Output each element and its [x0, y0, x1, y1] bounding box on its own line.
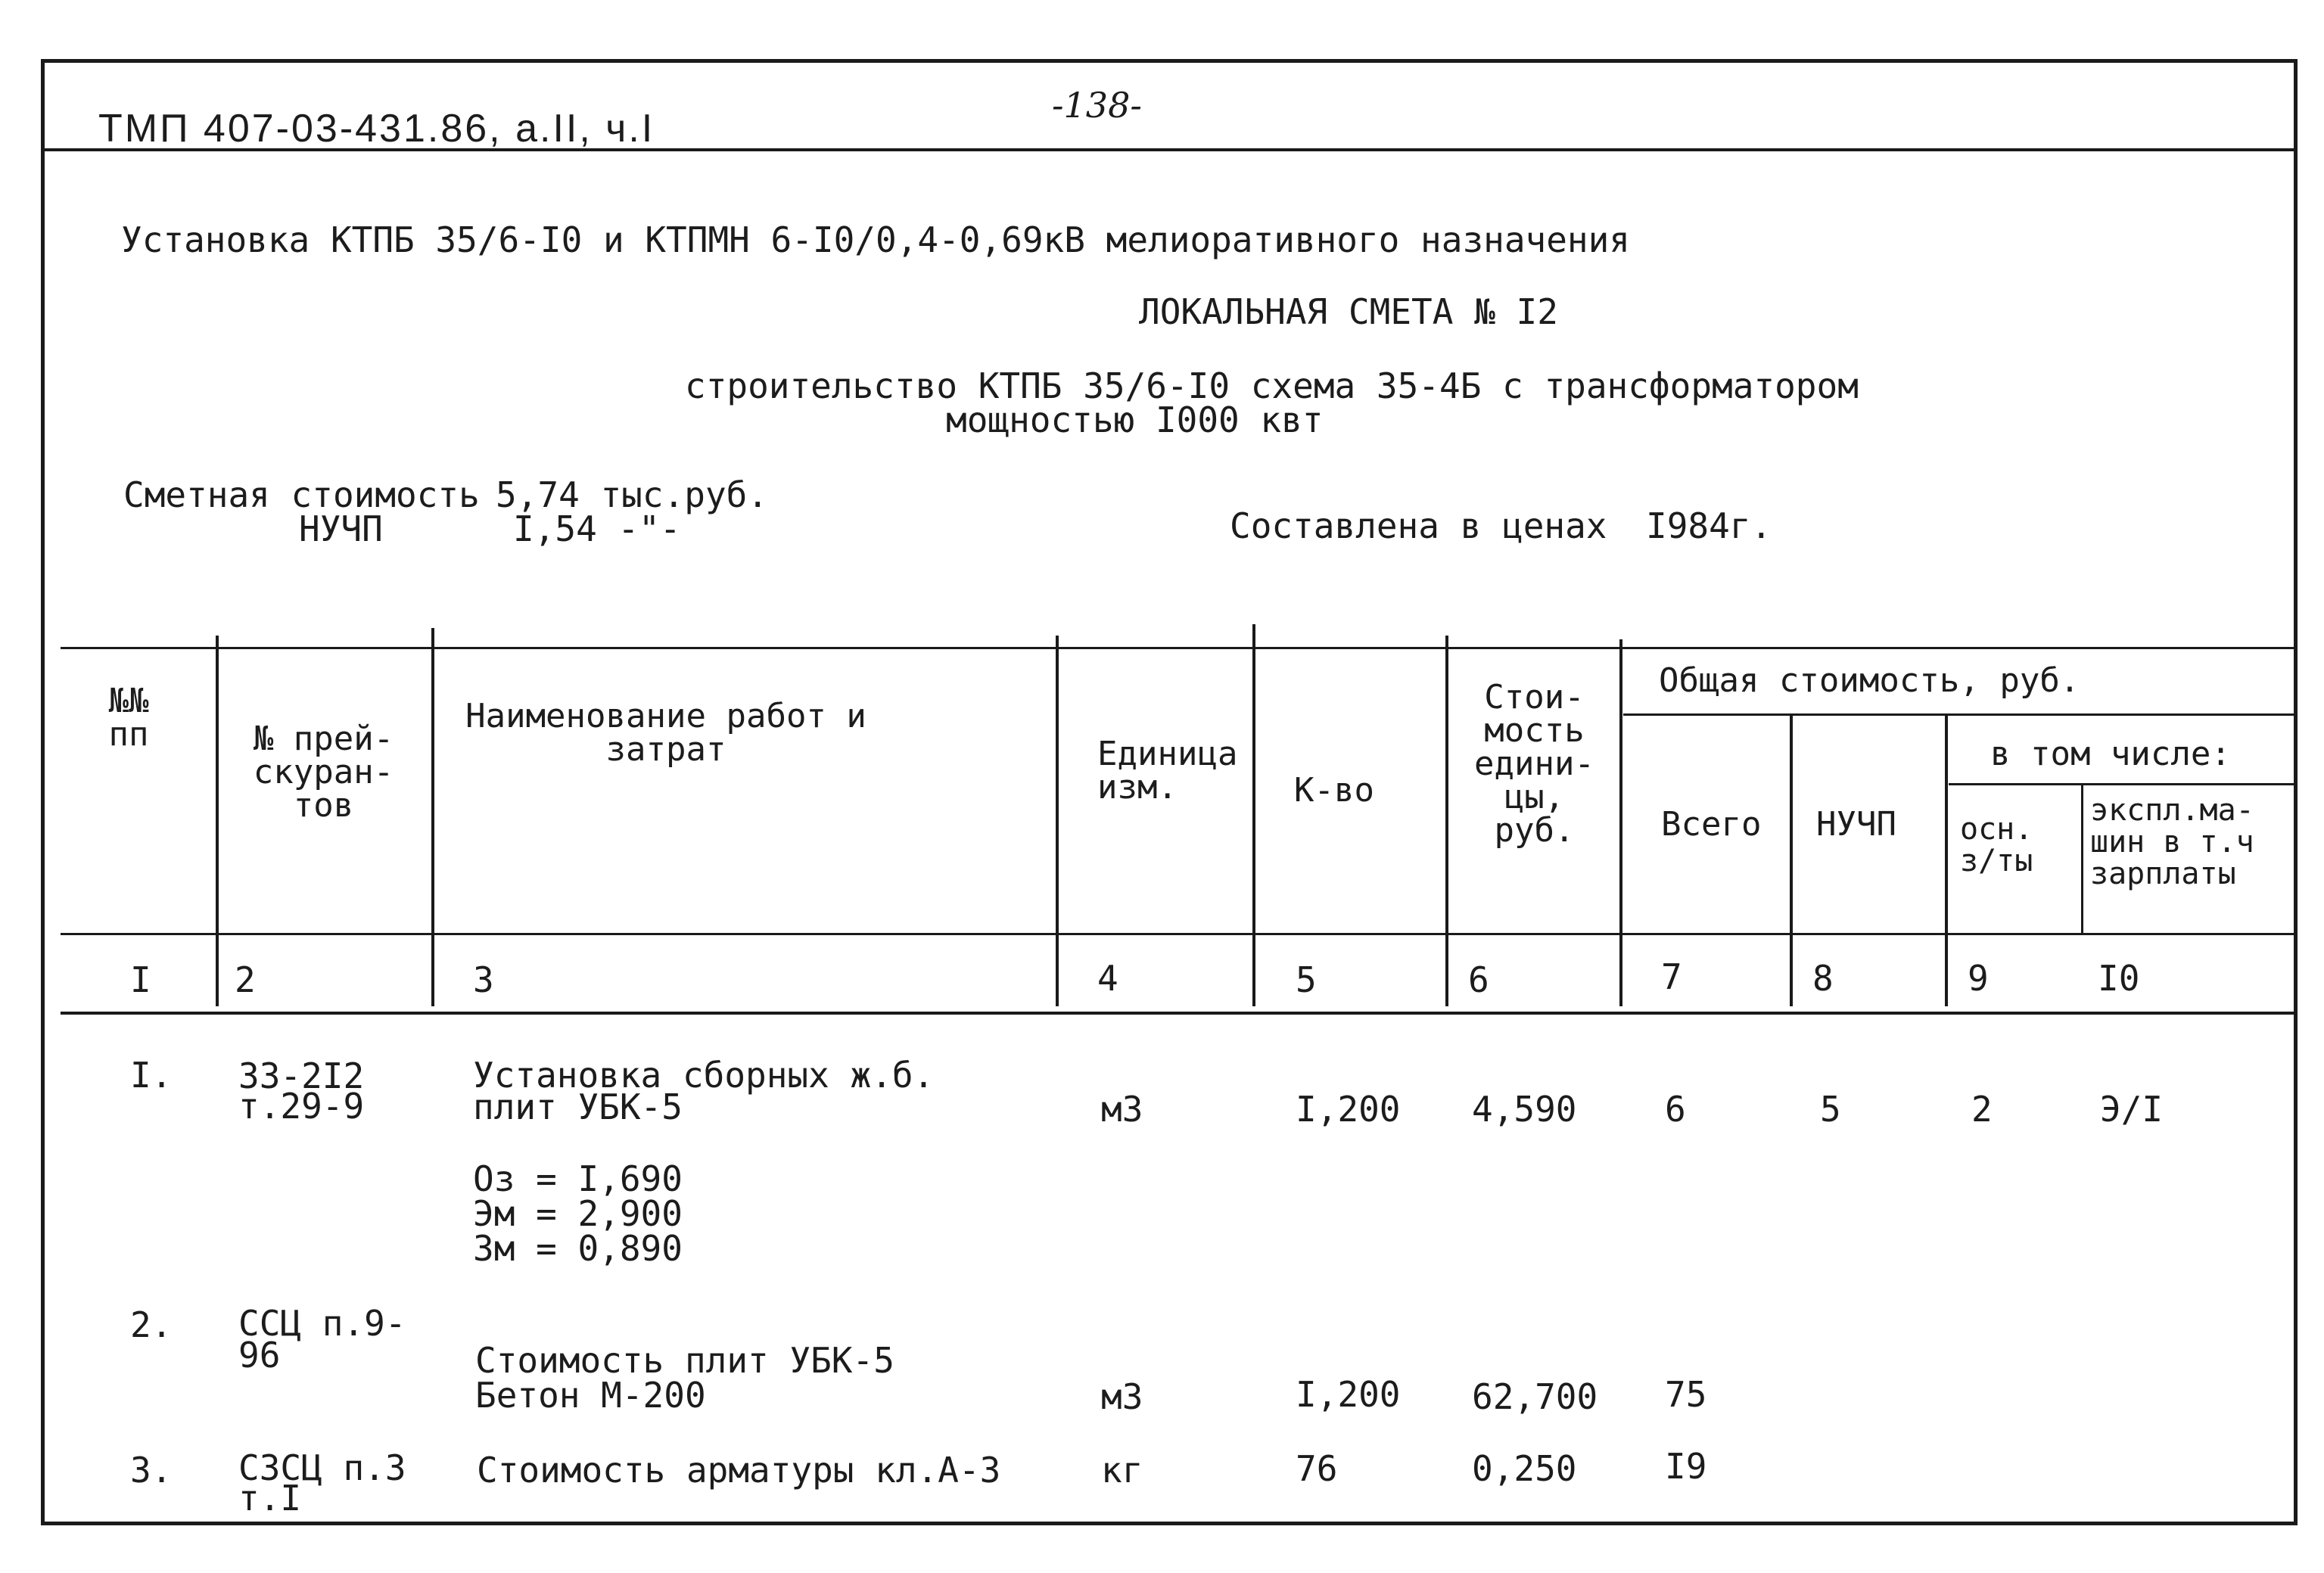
row3-price-ref: СЗСЦ п.3 т.I	[238, 1447, 406, 1519]
row3-name: Стоимость арматуры кл.А-3	[477, 1450, 1001, 1491]
col-divider-7	[1790, 715, 1793, 1006]
row2-unit: м3	[1101, 1376, 1143, 1417]
row1-machines: Э/I	[2100, 1089, 2164, 1130]
header-wages: осн. з/ты	[1960, 812, 2033, 878]
header-machines: экспл.ма- шин в т.ч зарплаты	[2090, 793, 2254, 891]
header-unit-cost: Стои- мость едини- цы, руб.	[1474, 678, 1594, 850]
row3-total: I9	[1665, 1446, 1707, 1487]
row1-nuchp: 5	[1820, 1089, 1841, 1130]
row2-total: 75	[1665, 1374, 1707, 1415]
header-qty: К-во	[1294, 771, 1374, 810]
prices-year: I984г.	[1646, 505, 1772, 546]
col-divider-1	[216, 636, 219, 1006]
col-divider-9	[2081, 785, 2083, 933]
column-number-5: 5	[1296, 959, 1317, 1000]
document-title: Установка КТПБ 35/6-I0 и КТПМН 6-I0/0,4-0,69кВ мелиоративного назначения	[121, 219, 1630, 260]
row3-unit-cost: 0,250	[1472, 1448, 1577, 1489]
column-number-4: 4	[1097, 958, 1118, 999]
subject-line-1: строительство КТПБ 35/6-I0 схема 35-4Б с трансформатором	[685, 365, 1859, 406]
column-number-8: 8	[1812, 958, 1834, 999]
cost-value: 5,74 тыс.руб.	[496, 474, 769, 515]
column-number-3: 3	[473, 959, 494, 1000]
row2-qty: I,200	[1296, 1374, 1401, 1415]
header-bottom-rule	[61, 933, 2297, 935]
prices-label: Составлена в ценах	[1230, 505, 1607, 546]
row2-price-ref: ССЦ п.9- 96	[238, 1303, 406, 1376]
row1-price-ref: 3З-2I2 т.29-9	[238, 1055, 365, 1127]
header-total: Всего	[1661, 805, 1762, 844]
header-num: №№ пп	[108, 682, 149, 754]
header-nuchp: НУЧП	[1816, 805, 1896, 844]
row1-name: Установка сборных ж.б. плит УБК-5	[473, 1055, 935, 1127]
header-price-ref: № прей- скуран- тов	[253, 720, 394, 825]
col-divider-4	[1252, 624, 1255, 1006]
column-number-9: 9	[1968, 958, 1989, 999]
row3-unit: кг	[1101, 1450, 1143, 1491]
row3-num: 3.	[130, 1450, 173, 1491]
row2-name: Стоимость плит УБК-5 Бетон М-200	[475, 1340, 894, 1416]
row1-num: I.	[130, 1055, 173, 1096]
row2-num: 2.	[130, 1304, 173, 1345]
estimate-title: ЛОКАЛЬНАЯ СМЕТА № I2	[1139, 291, 1558, 332]
header-total-group: Общая стоимость, руб.	[1659, 661, 2080, 700]
row1-wages: 2	[1971, 1089, 1993, 1130]
cost-label: Сметная стоимость	[123, 474, 480, 515]
row1-unit: м3	[1101, 1089, 1143, 1130]
column-number-2: 2	[235, 959, 256, 1000]
header-unit: Единица изм.	[1097, 735, 1238, 807]
row1-norms: Оз = I,690 Эм = 2,900 Зм = 0,890	[473, 1158, 683, 1269]
column-numbers-rule	[61, 1012, 2297, 1015]
col-divider-6	[1619, 639, 1622, 1006]
column-number-7: 7	[1661, 956, 1682, 997]
col-divider-8	[1945, 715, 1948, 1006]
table-top-rule	[61, 647, 2297, 649]
col-divider-2	[431, 628, 434, 1006]
row2-unit-cost: 62,700	[1472, 1376, 1598, 1417]
row3-qty: 76	[1296, 1448, 1338, 1489]
column-number-6: 6	[1468, 959, 1489, 1000]
page-number: -138-	[1052, 85, 1142, 126]
col-divider-3	[1056, 636, 1059, 1006]
col-divider-5	[1445, 636, 1448, 1006]
row1-total: 6	[1665, 1089, 1686, 1130]
header-incl-group: в том числе:	[1990, 735, 2231, 773]
incl-group-rule	[1949, 783, 2297, 785]
subject-line-2: мощностью I000 квт	[946, 399, 1324, 440]
header-name: Наименование работ и затрат	[465, 697, 866, 769]
column-number-10: I0	[2098, 958, 2140, 999]
nuchp-label: НУЧП	[299, 508, 383, 549]
column-number-1: I	[130, 959, 151, 1000]
nuchp-value: I,54 -"-	[513, 508, 681, 549]
document-stamp: ТМП 407-03-431.86, а.II, ч.I	[98, 107, 655, 151]
row1-qty: I,200	[1296, 1089, 1401, 1130]
total-group-rule	[1623, 713, 2297, 716]
row1-unit-cost: 4,590	[1472, 1089, 1577, 1130]
